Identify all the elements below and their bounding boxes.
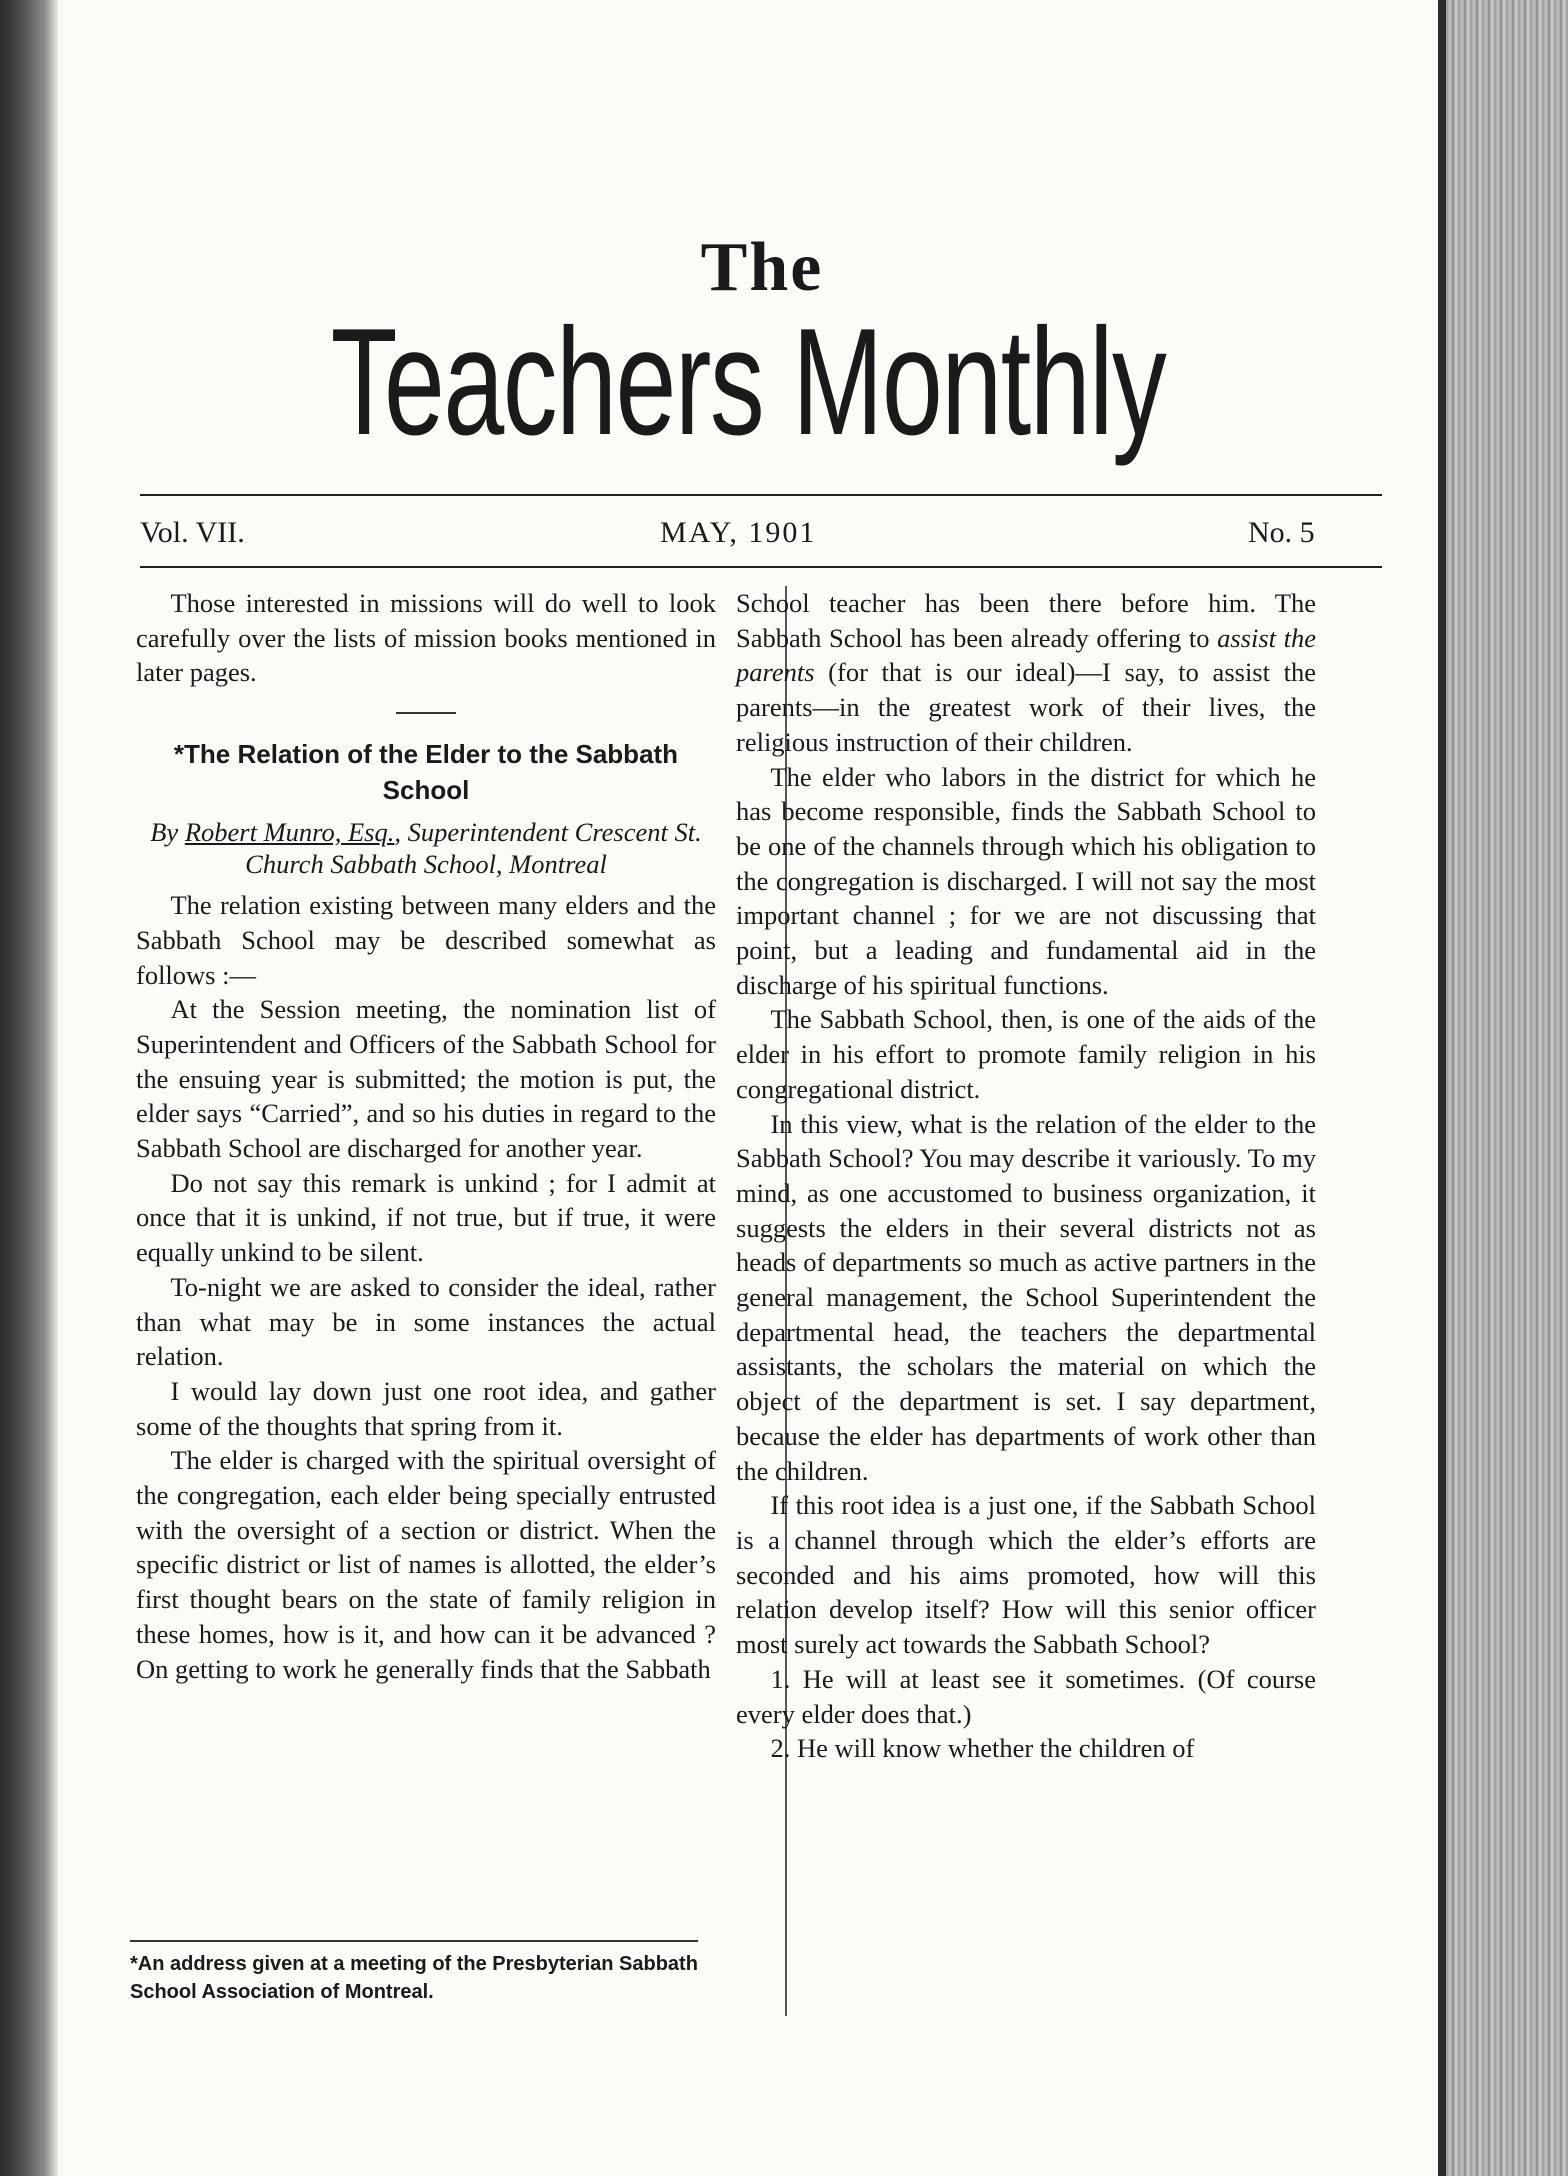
issue-date: MAY, 1901 [660, 516, 817, 549]
continuation-text: School teacher has been there before him. The Sabbath School has been already offering to [736, 588, 1316, 653]
article-title: *The Relation of the Elder to the Sabbath School [173, 739, 679, 806]
continuation-italic: assist the parents [736, 622, 1316, 688]
issue-volume: Vol. VII. [140, 516, 245, 549]
paragraph: I would lay down just one root idea, and gather some of the thoughts that spring from it. [136, 1375, 716, 1441]
right-column [736, 586, 1316, 1766]
paragraph: If this root idea is a just one, if the Sabbath School is a channel through which the elder’s efforts are seconded and his aims promoted, how will this relation develop itself? How will this senior officer most surely act towards the Sabbath School? [736, 1490, 1316, 1660]
masthead-bottom-rule [140, 566, 1382, 568]
paragraph: In this view, what is the relation of the elder to the Sabbath School? You may describe it variously. To my mind, as one accustomed to business organization, it suggests the elders in their several districts not as heads of departments so much as active partners in the general management, the School Superintendent the departmental head, the teachers the departmental assistants, the scholars the material on which the object of the department is set. I say department, because the elder has departments of work other than the children. [736, 1108, 1316, 1486]
masthead-top-rule [140, 494, 1382, 496]
footnote: *An address given at a meeting of the Presbyterian Sabbath School Association of Montreal. [130, 1953, 698, 2003]
paragraph: The elder is charged with the spiritual oversight of the congregation, each elder being specially entrusted with the oversight of a section or district. When the specific district or list of names is allotted, the elder’s first thought bears on the state of family religion in these homes, how is it, and how can it be advanced ? On getting to work he generally finds that the Sabbath [136, 1445, 716, 1684]
missions-notice: Those interested in missions will do well to look carefully over the lists of mission books mentioned in later pages. [136, 588, 716, 688]
paragraph: The Sabbath School, then, is one of the aids of the elder in his effort to promote family religion in his congregational district. [736, 1004, 1316, 1104]
magazine-page [58, 0, 1438, 2176]
paragraph: The elder who labors in the district for which he has become responsible, finds the Sabbath School to be one of the channels through which his obligation to the congregation is discharged. I will not say the most important channel ; for we are not discussing that point, but a leading and fundamental aid in the discharge of his spiritual functions. [736, 761, 1316, 1000]
notice-separator [396, 712, 456, 714]
issue-number: No. 5 [1248, 516, 1315, 549]
article-byline [136, 816, 716, 880]
byline-prefix: By [150, 817, 185, 848]
paragraph: To-night we are asked to consider the ideal, rather than what may be in some instances the actual relation. [136, 1271, 716, 1372]
paragraph: Do not say this remark is unkind ; for I admit at once that it is unkind, if not true, but if true, it were equally unkind to be silent. [136, 1167, 716, 1268]
footnote-rule [130, 1940, 698, 1942]
list-item: 1. He will at least see it sometimes. (Of course every elder does that.) [736, 1663, 1316, 1729]
list-item: 2. He will know whether the children of [770, 1733, 1195, 1764]
byline-author: Robert Munro, Esq. [184, 817, 395, 848]
paragraph: The relation existing between many elders and the Sabbath School may be described somewhat as follows :— [136, 890, 716, 990]
left-column [136, 586, 716, 1686]
scan-binding-shadow [0, 0, 58, 2176]
byline-rest: , Superintendent Crescent St. Church Sabbath School, Montreal [245, 817, 702, 880]
paragraph-continuation [736, 586, 1316, 760]
masthead-the: The [700, 229, 824, 306]
book-page-edges [1438, 0, 1568, 2176]
masthead-title: Teachers Monthly [330, 297, 1166, 467]
paragraph: At the Session meeting, the nomination list of Superintendent and Officers of the Sabbath School for the ensuing year is submitted; the motion is put, the elder says “Carried”, and so his duties in regard to the Sabbath School are discharged for another year. [136, 994, 716, 1164]
continuation-text-end: (for that is our ideal)—I say, to assist the parents—in the greatest work of their lives, the religious instruction of their children. [736, 657, 1316, 757]
